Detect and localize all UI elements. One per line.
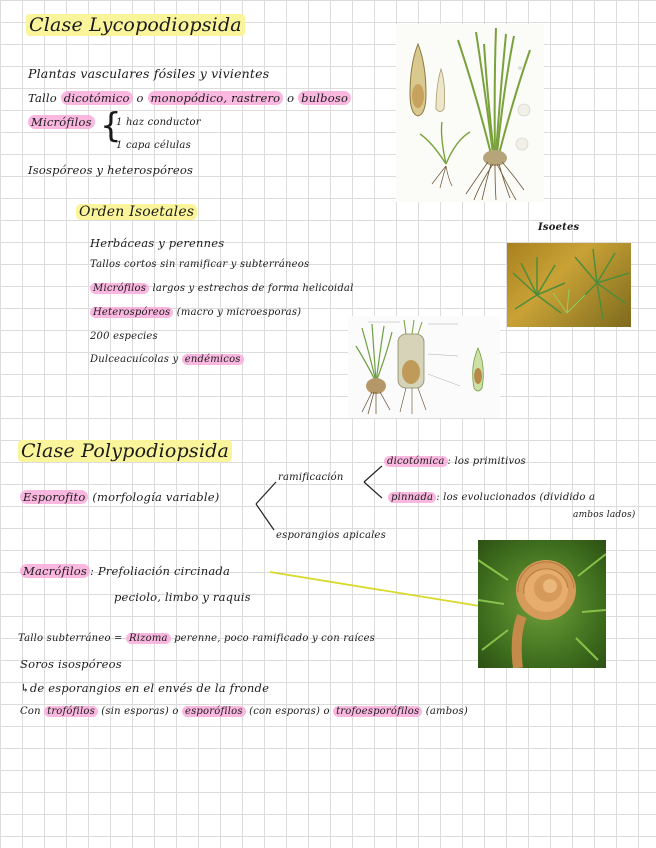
branch-lines-2: [362, 462, 388, 502]
soros-line: Soros isospóreos: [20, 657, 122, 671]
section1-line1: Plantas vasculares fósiles y vivientes: [28, 66, 270, 81]
branch-lines-1: [252, 474, 292, 534]
order-line5: 200 especies: [90, 331, 158, 342]
dicotomica-line: dicotómica : los primitivos: [384, 456, 526, 467]
tallo-line: Tallo subterráneo = Rizoma perenne, poco ramificado y con raíces: [18, 633, 376, 644]
section1-line2: Tallo dicotómico o monopódico, rastrero o bulboso: [28, 91, 351, 105]
isoetes-diagram: [348, 316, 500, 418]
order-line4: Heterospóreos (macro y microesporas): [90, 307, 301, 318]
section1-title: Clase Lycopodiopsida: [26, 14, 245, 36]
section1-line4: Isospóreos y heterospóreos: [28, 163, 194, 177]
arrow-to-fern: [266, 564, 506, 620]
section2-title: Clase Polypodiopsida: [18, 440, 232, 462]
microfilos-item1: 1 haz conductor: [116, 117, 201, 128]
order-line3: Micrófilos largos y estrechos de forma helicoidal: [90, 283, 353, 294]
microfilos-item2: 1 capa células: [116, 140, 191, 151]
esporangios-enves-line: ↳de esporangios en el envés de la fronde: [20, 681, 270, 695]
pinnada-line: pinnada : los evolucionados (dividido a: [388, 492, 595, 503]
fern-crozier-photo: [478, 540, 606, 668]
peciolo-line: peciolo, limbo y raquis: [114, 590, 251, 604]
macrofilos-line: Macrófilos : Prefoliación circinada: [20, 564, 230, 578]
ramificacion-label: ramificación: [278, 472, 344, 483]
order-line6: Dulceacuícolas y endémicos: [90, 354, 244, 365]
pinnada-line-2: ambos lados): [573, 510, 636, 520]
order-line1: Herbáceas y perennes: [90, 236, 225, 250]
isoetes-illustration: [396, 24, 544, 202]
con-line: Con trofófilos (sin esporas) o esporófilos (con esporas) o trofoesporófilos (ambos): [20, 706, 468, 717]
order-line2: Tallos cortos sin ramificar y subterráneos: [90, 259, 310, 270]
esporangios-apicales: esporangios apicales: [276, 530, 386, 541]
order-title: Orden Isoetales: [76, 204, 197, 220]
isoetes-photo: [507, 243, 631, 327]
microfilos-label: Micrófilos: [28, 115, 95, 129]
esporofito-line: Esporofito (morfología variable): [20, 490, 219, 504]
brace: {: [100, 106, 122, 146]
arrow-right-icon: ↳: [20, 681, 30, 695]
isoetes-photo-label: Isoetes: [538, 222, 580, 233]
